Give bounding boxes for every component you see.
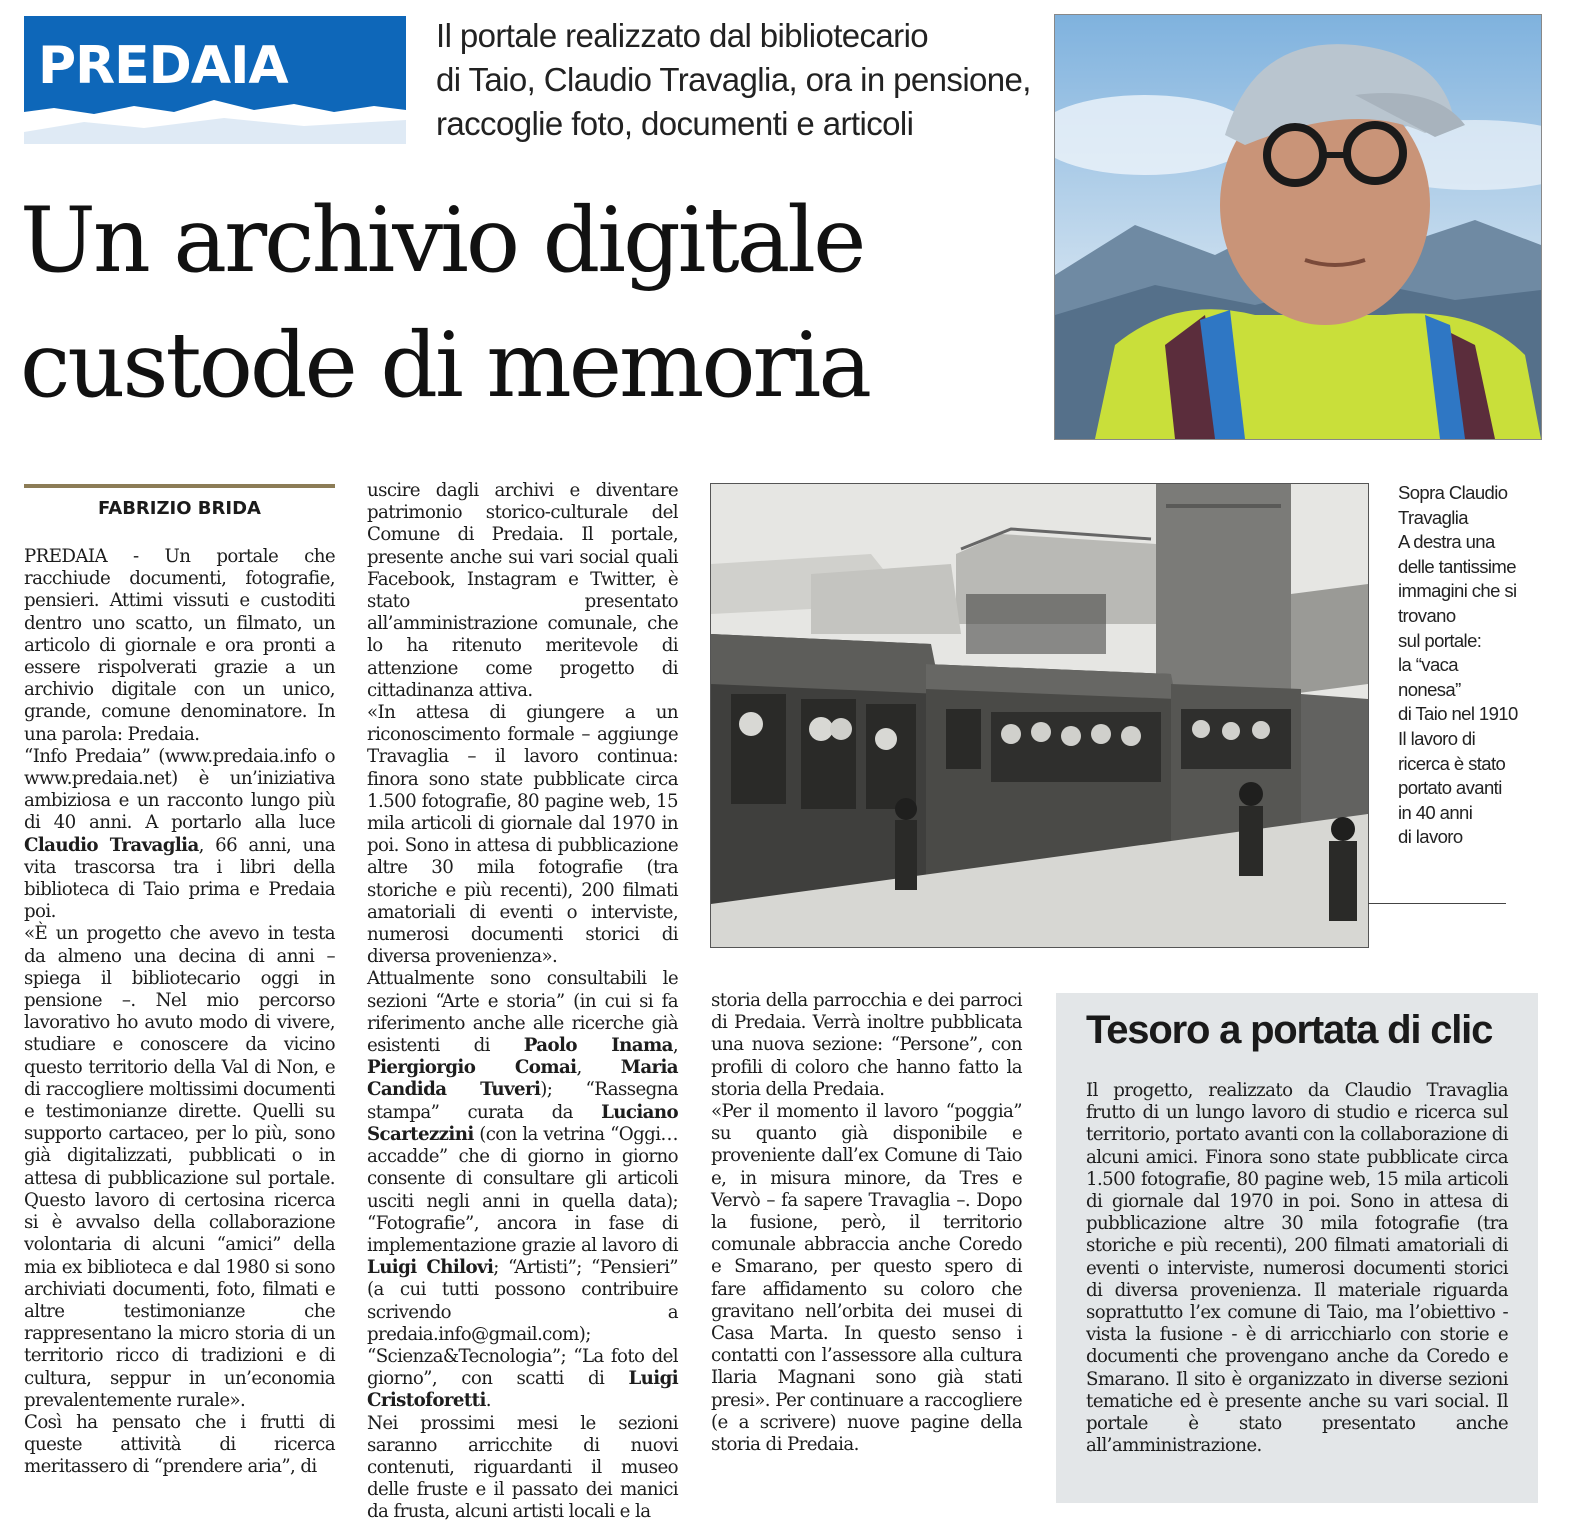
person-name: Luigi Cristoforetti bbox=[367, 1368, 678, 1412]
byline-rule bbox=[24, 484, 335, 488]
paragraph: «È un progetto che avevo in testa da almeno una decina di anni – spiega il bibliotecario oggi in pensione –. Nel mio percorso lavorativo ho avuto modo di vivere, studiare e conoscere da vicino questo territorio della Val di Non, e di raccogliere moltissimi documenti e testimonianze dirette. Quelli su supporto cartaceo, per lo più, sono già digitalizzati, pubblicati o in attesa di pubblicazione sul portale. Questo lavoro di certosina ricerca si è avvalso della collaborazione volontaria di alcuni “amici” della mia ex biblioteca e dal 1980 si sono archiviati documenti, foto, filmati e altre testimonianze che rappresentano la micro storia di un territorio ricco di tradizioni e di cultura, seppur in un’economia prevalentemente rurale». bbox=[24, 923, 335, 1411]
article-column-3 bbox=[711, 990, 1022, 1456]
historic-train-photo bbox=[710, 483, 1369, 948]
caption-line: di lavoro bbox=[1398, 826, 1463, 848]
person-name: Maria Candida Tuveri bbox=[367, 1057, 678, 1101]
article-column-2 bbox=[367, 480, 678, 1524]
caption-line: in 40 anni bbox=[1398, 801, 1473, 823]
paragraph: «In attesa di giungere a un riconoscimento formale – aggiunge Travaglia – il lavoro continua: finora sono state pubblicate circa 1.500 fotografie, 80 pagine web, 15 mila articoli di giornale dal 1970 in poi. Sono in attesa di pubblicazione altre 30 mila fotografie (tra storiche e più recenti), 200 filmati amatoriali di eventi o interviste, numerosi documenti storici di diversa provenienza». bbox=[367, 702, 678, 968]
caption-line: A destra una bbox=[1398, 531, 1495, 553]
byline: FABRIZIO BRIDA bbox=[98, 498, 261, 519]
mountain-graphic bbox=[24, 92, 406, 144]
paragraph: «Per il momento il lavoro “poggia” su quanto già disponibile e proveniente dall’ex Comune di Taio e, in misura minore, da Tres e Vervò – fa sapere Travaglia –. Dopo la fusione, però, il territorio comunale abbraccia anche Coredo e Smarano, per questo spero di fare affidamento su coloro che gravitano nell’orbita dei musei di Casa Marta. In questo senso i contatti con l’assessore alla cultura Ilaria Magnani sono già stati presi». Per continuare a raccogliere (e a scrivere) nuove pagine della storia di Predaia. bbox=[711, 1101, 1022, 1456]
paragraph: Attualmente sono consultabili le sezioni “Arte e storia” (in cui si fa riferimento anche alle ricerche già esistenti di Paolo Inama, Piergiorgio Comai, Maria Candida Tuveri); “Rassegna stampa” curata da Luciano Scartezzini (con la vetrina “Oggi… accadde” che di giorno in giorno consente di consultare gli articoli usciti negli anni in quella data); “Fotografie”, ancora in fase di implementazione grazie al lavoro di Luigi Chilovi; “Artisti”; “Pensieri” (a cui tutti possono contribuire scrivendo a predaia.info@gmail.com); “Scienza&Tecnologia”; “La foto del giorno”, con scatti di Luigi Cristoforetti. bbox=[367, 968, 679, 1412]
caption-line: immagini che si bbox=[1398, 580, 1517, 602]
section-tag-label: PREDAIA bbox=[38, 36, 288, 96]
person-name: Paolo Inama bbox=[523, 1035, 673, 1057]
portrait-photo bbox=[1054, 14, 1542, 440]
sidebar-box-text: Il progetto, realizzato da Claudio Travaglia frutto di un lungo lavoro di studio e ricerca sul territorio, portato avanti con la collaborazione di alcuni amici. Finora sono state pubblicate circa 1.500 fotografie, 80 pagine web, 15 mila articoli di giornale dal 1970 in poi. Sono in attesa di pubblicazione altre 30 mila fotografie (tra storiche e più recenti), 200 filmati amatoriali di eventi o interviste, numerosi documenti storici di diversa provenienza. Il materiale riguarda soprattutto l’ex comune di Taio, ma l’obiettivo - vista la fusione - è di arricchiarlo con storie e documenti che provengano anche da Coredo e Smarano. Il sito è organizzato in diverse sezioni tematiche ed è presente anche su vari social. Il portale è stato presentato anche all’amministrazione. bbox=[1086, 1080, 1508, 1457]
caption-line: di Taio nel 1910 bbox=[1398, 703, 1518, 725]
caption-line: nonesa” bbox=[1398, 678, 1461, 700]
caption-line: portato avanti bbox=[1398, 777, 1502, 799]
person-name: Claudio Travaglia bbox=[24, 834, 199, 856]
caption-line: Il lavoro di bbox=[1398, 727, 1476, 749]
caption-line: ricerca è stato bbox=[1398, 752, 1506, 774]
paragraph: “Info Predaia” (www.predaia.info o www.predaia.net) è un’iniziativa ambiziosa e un racconto lungo più di 40 anni. A portarlo alla luce Claudio Travaglia, 66 anni, una vita trascorsa tra i libri della biblioteca di Taio prima e Predaia poi. bbox=[24, 745, 336, 923]
kicker bbox=[436, 14, 1036, 146]
caption-line: Travaglia bbox=[1398, 506, 1469, 528]
person-name: Luciano Scartezzini bbox=[367, 1101, 678, 1145]
caption-line: la “vaca bbox=[1398, 654, 1458, 676]
kicker-line: raccoglie foto, documenti e articoli bbox=[436, 105, 914, 142]
headline bbox=[20, 178, 1040, 428]
photo-caption bbox=[1398, 481, 1548, 850]
sidebar-box-title: Tesoro a portata di clic bbox=[1086, 1008, 1493, 1052]
person-name: Piergiorgio Comai bbox=[367, 1057, 577, 1079]
paragraph: uscire dagli archivi e diventare patrimonio storico-culturale del Comune di Predaia. Il portale, presente anche sui vari social quali Facebook, Instagram e Twitter, è stato presentato all’amministrazione comunale, che lo ha ritenuto meritevole di attenzione come progetto di cittadinanza attiva. bbox=[367, 480, 678, 701]
headline-line: custode di memoria bbox=[20, 313, 869, 418]
section-tag bbox=[24, 16, 406, 144]
caption-line: trovano bbox=[1398, 604, 1456, 626]
paragraph: Così ha pensato che i frutti di queste attività di ricerca meritassero di “prendere aria”, di bbox=[24, 1411, 335, 1478]
kicker-line: di Taio, Claudio Travaglia, ora in pensione, bbox=[436, 61, 1031, 98]
kicker-line: Il portale realizzato dal bibliotecario bbox=[436, 17, 929, 54]
caption-rule bbox=[1368, 903, 1506, 904]
caption-line: Sopra Claudio bbox=[1398, 482, 1508, 503]
caption-line: sul portale: bbox=[1398, 629, 1482, 651]
paragraph: Nei prossimi mesi le sezioni saranno arricchite di nuovi contenuti, riguardanti il museo delle fruste e il passato dei manici da frusta, alcuni artisti locali e la bbox=[367, 1412, 678, 1523]
article-column-1 bbox=[24, 546, 335, 1479]
headline-line: Un archivio digitale bbox=[20, 188, 864, 293]
person-name: Luigi Chilovi bbox=[367, 1257, 494, 1279]
caption-line: delle tantissime bbox=[1398, 555, 1516, 577]
paragraph: storia della parrocchia e dei parroci di Predaia. Verrà inoltre pubblicata una nuova sezione: “Persone”, con profili di coloro che hanno fatto la storia della Predaia. bbox=[711, 990, 1022, 1100]
paragraph: PREDAIA - Un portale che racchiude documenti, fotografie, pensieri. Attimi vissuti e custoditi dentro uno scatto, un filmato, un articolo di giornale e ora pronti a essere rispolverati grazie a un archivio digitale con un unico, grande, comune denominatore. In una parola: Predaia. bbox=[24, 546, 335, 745]
